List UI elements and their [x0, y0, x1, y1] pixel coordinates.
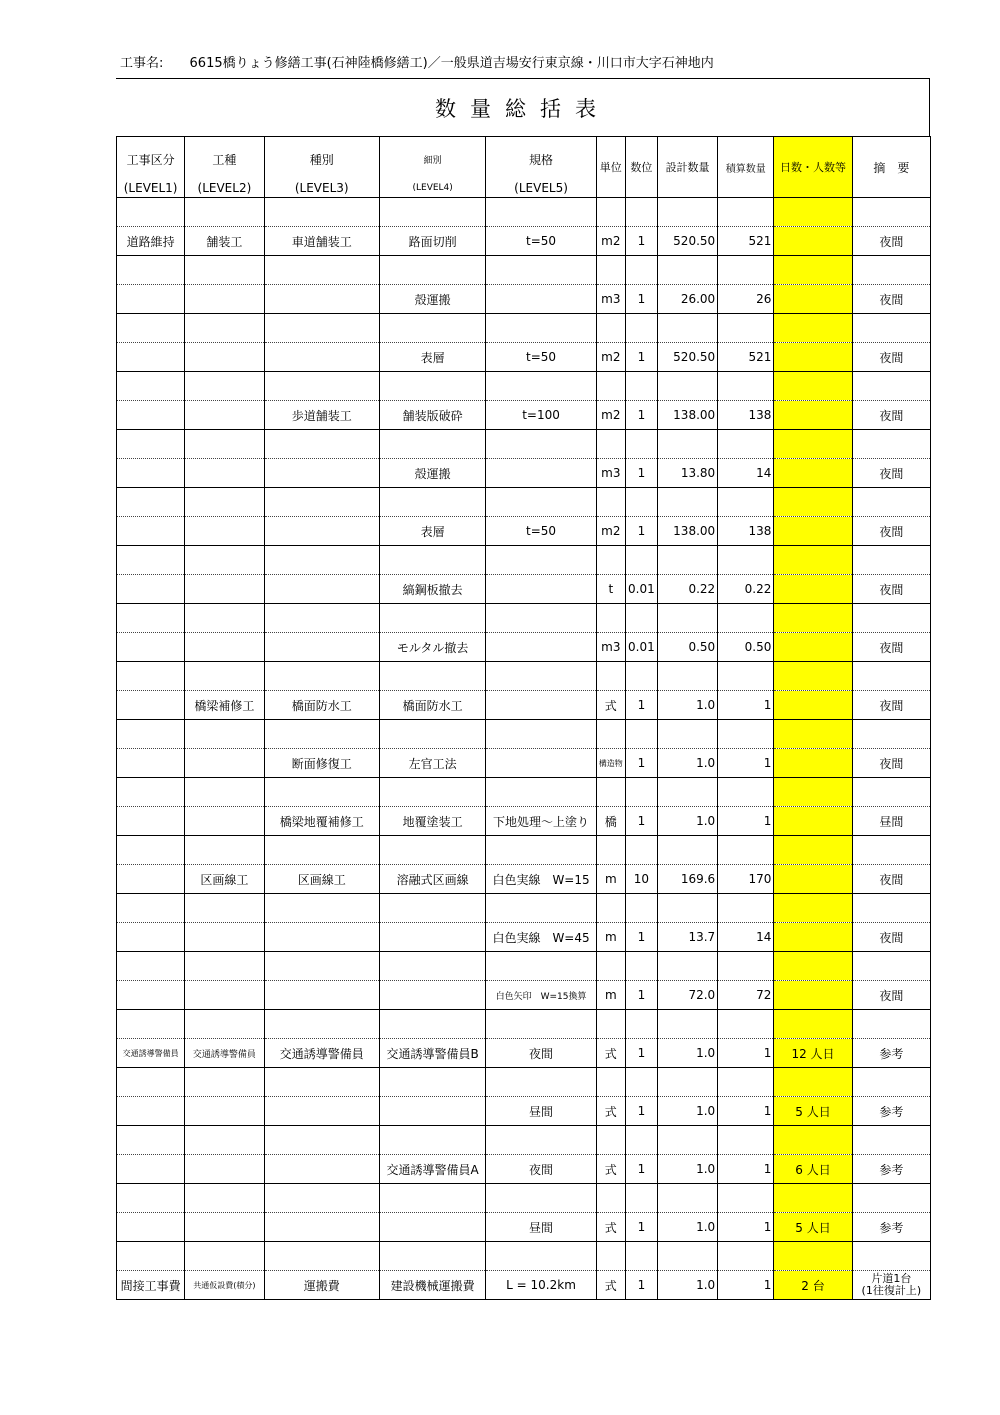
- header-level2-code: (LEVEL2): [185, 181, 264, 198]
- level5-cell: 白色実線 W=45: [486, 923, 596, 952]
- level1-cell: [117, 1155, 185, 1184]
- level5-cell: 白色実線 W=15: [486, 865, 596, 894]
- level4-cell: 縞鋼板撤去: [379, 575, 485, 604]
- level5-cell: 昼間: [486, 1097, 596, 1126]
- level5-cell: 夜間: [486, 1155, 596, 1184]
- header-note: 摘 要: [852, 137, 930, 198]
- level4-cell: 交通誘導警備員B: [379, 1039, 485, 1068]
- level3-cell: [264, 459, 379, 488]
- level1-cell: [117, 517, 185, 546]
- spacer-row: [117, 546, 931, 575]
- note-cell: 夜間: [852, 343, 930, 372]
- table-row: [117, 227, 931, 256]
- digits-cell: 1: [625, 343, 657, 372]
- level4-cell: モルタル撤去: [379, 633, 485, 662]
- digits-cell: 1: [625, 1155, 657, 1184]
- est-qty-cell: 1: [718, 749, 774, 778]
- days-cell: 12 人日: [774, 1039, 852, 1068]
- unit-cell: m2: [596, 517, 625, 546]
- level1-cell: [117, 343, 185, 372]
- spacer-row: [117, 488, 931, 517]
- level2-cell: [185, 401, 264, 430]
- digits-cell: 1: [625, 285, 657, 314]
- level2-cell: [185, 1213, 264, 1242]
- level4-cell: 表層: [379, 343, 485, 372]
- level2-cell: [185, 981, 264, 1010]
- digits-cell: 0.01: [625, 633, 657, 662]
- design-qty-cell: 26.00: [657, 285, 717, 314]
- unit-cell: 橋: [596, 807, 625, 836]
- unit-cell: m: [596, 865, 625, 894]
- digits-cell: 1: [625, 807, 657, 836]
- note-cell: 夜間: [852, 285, 930, 314]
- unit-cell: m3: [596, 459, 625, 488]
- design-qty-cell: 138.00: [657, 401, 717, 430]
- digits-cell: 1: [625, 1213, 657, 1242]
- spacer-row: [117, 894, 931, 923]
- est-qty-cell: 521: [718, 343, 774, 372]
- header-level5: 規格: [486, 137, 596, 182]
- level1-cell: [117, 923, 185, 952]
- est-qty-cell: 0.50: [718, 633, 774, 662]
- est-qty-cell: 26: [718, 285, 774, 314]
- design-qty-cell: 138.00: [657, 517, 717, 546]
- level3-cell: 橋面防水工: [264, 691, 379, 720]
- level3-cell: 歩道舗装工: [264, 401, 379, 430]
- level4-cell: 溶融式区画線: [379, 865, 485, 894]
- level5-cell: [486, 575, 596, 604]
- est-qty-cell: 1: [718, 691, 774, 720]
- note-cell: 昼間: [852, 807, 930, 836]
- level2-cell: [185, 575, 264, 604]
- digits-cell: 1: [625, 1097, 657, 1126]
- digits-cell: 1: [625, 517, 657, 546]
- design-qty-cell: 1.0: [657, 691, 717, 720]
- digits-cell: 10: [625, 865, 657, 894]
- digits-cell: 1: [625, 459, 657, 488]
- level3-cell: 橋梁地覆補修工: [264, 807, 379, 836]
- level3-cell: [264, 1213, 379, 1242]
- days-cell: [774, 517, 852, 546]
- table-row: [117, 1213, 931, 1242]
- unit-cell: m2: [596, 227, 625, 256]
- spacer-row: [117, 836, 931, 865]
- level2-cell: 橋梁補修工: [185, 691, 264, 720]
- level3-cell: 運搬費: [264, 1271, 379, 1300]
- table-row: [117, 517, 931, 546]
- level3-cell: 車道舗装工: [264, 227, 379, 256]
- unit-cell: 式: [596, 1155, 625, 1184]
- level5-cell: 昼間: [486, 1213, 596, 1242]
- level2-cell: [185, 1097, 264, 1126]
- level1-cell: [117, 285, 185, 314]
- level2-cell: [185, 285, 264, 314]
- level1-cell: [117, 1097, 185, 1126]
- spacer-row: [117, 1126, 931, 1155]
- table-row: [117, 1271, 931, 1300]
- days-cell: [774, 865, 852, 894]
- note-cell: 夜間: [852, 865, 930, 894]
- level5-cell: [486, 459, 596, 488]
- header-est-qty: 積算数量: [718, 137, 774, 198]
- est-qty-cell: 1: [718, 1097, 774, 1126]
- note-cell: 夜間: [852, 227, 930, 256]
- days-cell: [774, 575, 852, 604]
- level5-cell: t=50: [486, 343, 596, 372]
- table-row: [117, 343, 931, 372]
- days-cell: [774, 343, 852, 372]
- level1-cell: 道路維持: [117, 227, 185, 256]
- level2-cell: [185, 517, 264, 546]
- digits-cell: 1: [625, 923, 657, 952]
- level1-cell: [117, 807, 185, 836]
- days-cell: [774, 285, 852, 314]
- level5-cell: 白色矢印 W=15換算: [486, 981, 596, 1010]
- header-level4-code: (LEVEL4): [379, 181, 485, 198]
- unit-cell: 式: [596, 1271, 625, 1300]
- digits-cell: 1: [625, 401, 657, 430]
- level2-cell: [185, 923, 264, 952]
- unit-cell: 式: [596, 691, 625, 720]
- level2-cell: [185, 633, 264, 662]
- digits-cell: 1: [625, 1271, 657, 1300]
- level2-cell: [185, 749, 264, 778]
- days-cell: [774, 401, 852, 430]
- digits-cell: 1: [625, 749, 657, 778]
- note-cell: 夜間: [852, 459, 930, 488]
- table-row: [117, 691, 931, 720]
- est-qty-cell: 72: [718, 981, 774, 1010]
- level4-cell: 路面切削: [379, 227, 485, 256]
- est-qty-cell: 1: [718, 1213, 774, 1242]
- design-qty-cell: 0.22: [657, 575, 717, 604]
- days-cell: [774, 749, 852, 778]
- level1-cell: 交通誘導警備員: [117, 1039, 185, 1068]
- header-level4: 細別: [379, 137, 485, 182]
- unit-cell: m2: [596, 401, 625, 430]
- spacer-row: [117, 430, 931, 459]
- level1-cell: [117, 575, 185, 604]
- note-cell: 夜間: [852, 575, 930, 604]
- table-row: [117, 923, 931, 952]
- note-cell: [852, 1271, 930, 1300]
- note-cell: 夜間: [852, 401, 930, 430]
- design-qty-cell: 72.0: [657, 981, 717, 1010]
- level4-cell: [379, 1213, 485, 1242]
- spacer-row: [117, 1184, 931, 1213]
- est-qty-cell: 170: [718, 865, 774, 894]
- table-row: [117, 865, 931, 894]
- unit-cell: t: [596, 575, 625, 604]
- level4-cell: 舗装版破砕: [379, 401, 485, 430]
- level4-cell: [379, 1097, 485, 1126]
- unit-cell: 構造物: [596, 749, 625, 778]
- days-cell: [774, 691, 852, 720]
- digits-cell: 0.01: [625, 575, 657, 604]
- table-row: [117, 633, 931, 662]
- project-label: 工事名:: [120, 56, 164, 71]
- header-digits: 数位: [625, 137, 657, 198]
- table-row: [117, 807, 931, 836]
- level3-cell: [264, 285, 379, 314]
- table-row: [117, 1155, 931, 1184]
- digits-cell: 1: [625, 981, 657, 1010]
- spacer-row: [117, 256, 931, 285]
- level1-cell: [117, 401, 185, 430]
- note-cell: 夜間: [852, 633, 930, 662]
- level5-cell: t=50: [486, 517, 596, 546]
- design-qty-cell: 13.7: [657, 923, 717, 952]
- level2-cell: [185, 343, 264, 372]
- est-qty-cell: 138: [718, 401, 774, 430]
- digits-cell: 1: [625, 691, 657, 720]
- level3-cell: [264, 1155, 379, 1184]
- level1-cell: [117, 633, 185, 662]
- design-qty-cell: 1.0: [657, 1271, 717, 1300]
- level2-cell: 舗装工: [185, 227, 264, 256]
- level5-cell: [486, 749, 596, 778]
- design-qty-cell: 13.80: [657, 459, 717, 488]
- page-title: 数量総括表: [435, 97, 610, 121]
- spacer-row: [117, 1068, 931, 1097]
- spacer-row: [117, 1242, 931, 1271]
- spacer-row: [117, 372, 931, 401]
- level4-cell: 殻運搬: [379, 459, 485, 488]
- days-cell: [774, 923, 852, 952]
- header-level3: 種別: [264, 137, 379, 182]
- table-row: [117, 459, 931, 488]
- level5-cell: t=100: [486, 401, 596, 430]
- est-qty-cell: 1: [718, 1271, 774, 1300]
- unit-cell: 式: [596, 1039, 625, 1068]
- table-row: [117, 1039, 931, 1068]
- level5-cell: 下地処理～上塗り: [486, 807, 596, 836]
- level5-cell: [486, 285, 596, 314]
- days-cell: [774, 807, 852, 836]
- unit-cell: m: [596, 981, 625, 1010]
- days-cell: 5 人日: [774, 1213, 852, 1242]
- level3-cell: [264, 575, 379, 604]
- level4-cell: 表層: [379, 517, 485, 546]
- level3-cell: 断面修復工: [264, 749, 379, 778]
- note-cell: 夜間: [852, 749, 930, 778]
- level5-cell: [486, 691, 596, 720]
- level1-cell: [117, 981, 185, 1010]
- spacer-row: [117, 778, 931, 807]
- project-line: [120, 52, 714, 71]
- level4-cell: 建設機械運搬費: [379, 1271, 485, 1300]
- days-cell: 6 人日: [774, 1155, 852, 1184]
- est-qty-cell: 14: [718, 459, 774, 488]
- table-row: [117, 285, 931, 314]
- header-days: 日数・人数等: [774, 137, 852, 198]
- days-cell: [774, 633, 852, 662]
- unit-cell: m: [596, 923, 625, 952]
- level1-cell: [117, 749, 185, 778]
- est-qty-cell: 1: [718, 1155, 774, 1184]
- design-qty-cell: 1.0: [657, 749, 717, 778]
- est-qty-cell: 14: [718, 923, 774, 952]
- table-row: [117, 981, 931, 1010]
- note-line2: (1往復計上): [861, 1284, 922, 1297]
- spacer-row: [117, 1010, 931, 1039]
- level3-cell: [264, 1097, 379, 1126]
- level1-cell: [117, 865, 185, 894]
- note-cell: 夜間: [852, 923, 930, 952]
- level5-cell: 夜間: [486, 1039, 596, 1068]
- design-qty-cell: 520.50: [657, 343, 717, 372]
- level4-cell: [379, 923, 485, 952]
- header-level5-code: (LEVEL5): [486, 181, 596, 198]
- note-cell: 夜間: [852, 981, 930, 1010]
- level1-cell: [117, 459, 185, 488]
- header-level3-code: (LEVEL3): [264, 181, 379, 198]
- level5-cell: L = 10.2km: [486, 1271, 596, 1300]
- header-level2: 工種: [185, 137, 264, 182]
- design-qty-cell: 1.0: [657, 1213, 717, 1242]
- title-box: [116, 78, 930, 136]
- level2-cell: [185, 1155, 264, 1184]
- spacer-row: [117, 314, 931, 343]
- days-cell: 5 人日: [774, 1097, 852, 1126]
- level1-cell: 間接工事費: [117, 1271, 185, 1300]
- design-qty-cell: 0.50: [657, 633, 717, 662]
- level5-cell: [486, 633, 596, 662]
- design-qty-cell: 1.0: [657, 807, 717, 836]
- level3-cell: [264, 923, 379, 952]
- design-qty-cell: 1.0: [657, 1155, 717, 1184]
- note-cell: 参考: [852, 1213, 930, 1242]
- level2-cell: 共通仮設費(積分): [185, 1271, 264, 1300]
- est-qty-cell: 0.22: [718, 575, 774, 604]
- level5-cell: t=50: [486, 227, 596, 256]
- header-unit: 単位: [596, 137, 625, 198]
- table-row: [117, 1097, 931, 1126]
- table-row: [117, 749, 931, 778]
- level1-cell: [117, 1213, 185, 1242]
- level3-cell: [264, 517, 379, 546]
- note-cell: 参考: [852, 1155, 930, 1184]
- est-qty-cell: 138: [718, 517, 774, 546]
- spacer-row: [117, 662, 931, 691]
- level1-cell: [117, 691, 185, 720]
- table-row: [117, 401, 931, 430]
- unit-cell: 式: [596, 1213, 625, 1242]
- header-level1: 工事区分: [117, 137, 185, 182]
- design-qty-cell: 169.6: [657, 865, 717, 894]
- spacer-row: [117, 604, 931, 633]
- level2-cell: 交通誘導警備員: [185, 1039, 264, 1068]
- note-cell: 参考: [852, 1097, 930, 1126]
- digits-cell: 1: [625, 227, 657, 256]
- spacer-row: [117, 720, 931, 749]
- level4-cell: 交通誘導警備員A: [379, 1155, 485, 1184]
- days-cell: [774, 459, 852, 488]
- design-qty-cell: 1.0: [657, 1039, 717, 1068]
- design-qty-cell: 520.50: [657, 227, 717, 256]
- level4-cell: 殻運搬: [379, 285, 485, 314]
- level2-cell: 区画線工: [185, 865, 264, 894]
- level4-cell: 左官工法: [379, 749, 485, 778]
- unit-cell: 式: [596, 1097, 625, 1126]
- unit-cell: m3: [596, 633, 625, 662]
- level3-cell: 交通誘導警備員: [264, 1039, 379, 1068]
- header-design-qty: 設計数量: [657, 137, 717, 198]
- level3-cell: 区画線工: [264, 865, 379, 894]
- est-qty-cell: 1: [718, 807, 774, 836]
- unit-cell: m3: [596, 285, 625, 314]
- level2-cell: [185, 459, 264, 488]
- project-name: 6615橋りょう修繕工事(石神陸橋修繕工)／一般県道吉場安行東京線・川口市大字石神地内: [189, 56, 714, 71]
- level2-cell: [185, 807, 264, 836]
- note-line1: 片道1台: [871, 1272, 912, 1285]
- level3-cell: [264, 633, 379, 662]
- level3-cell: [264, 343, 379, 372]
- level4-cell: 橋面防水工: [379, 691, 485, 720]
- note-cell: 夜間: [852, 691, 930, 720]
- digits-cell: 1: [625, 1039, 657, 1068]
- quantity-summary-table: [116, 136, 931, 1300]
- level3-cell: [264, 981, 379, 1010]
- spacer-row: [117, 952, 931, 981]
- note-cell: 参考: [852, 1039, 930, 1068]
- days-cell: 2 台: [774, 1271, 852, 1300]
- unit-cell: m2: [596, 343, 625, 372]
- header-level1-code: (LEVEL1): [117, 181, 185, 198]
- level4-cell: [379, 981, 485, 1010]
- est-qty-cell: 1: [718, 1039, 774, 1068]
- level4-cell: 地覆塗装工: [379, 807, 485, 836]
- days-cell: [774, 981, 852, 1010]
- table-row: [117, 575, 931, 604]
- note-cell: 夜間: [852, 517, 930, 546]
- spacer-row: [117, 198, 931, 227]
- est-qty-cell: 521: [718, 227, 774, 256]
- design-qty-cell: 1.0: [657, 1097, 717, 1126]
- days-cell: [774, 227, 852, 256]
